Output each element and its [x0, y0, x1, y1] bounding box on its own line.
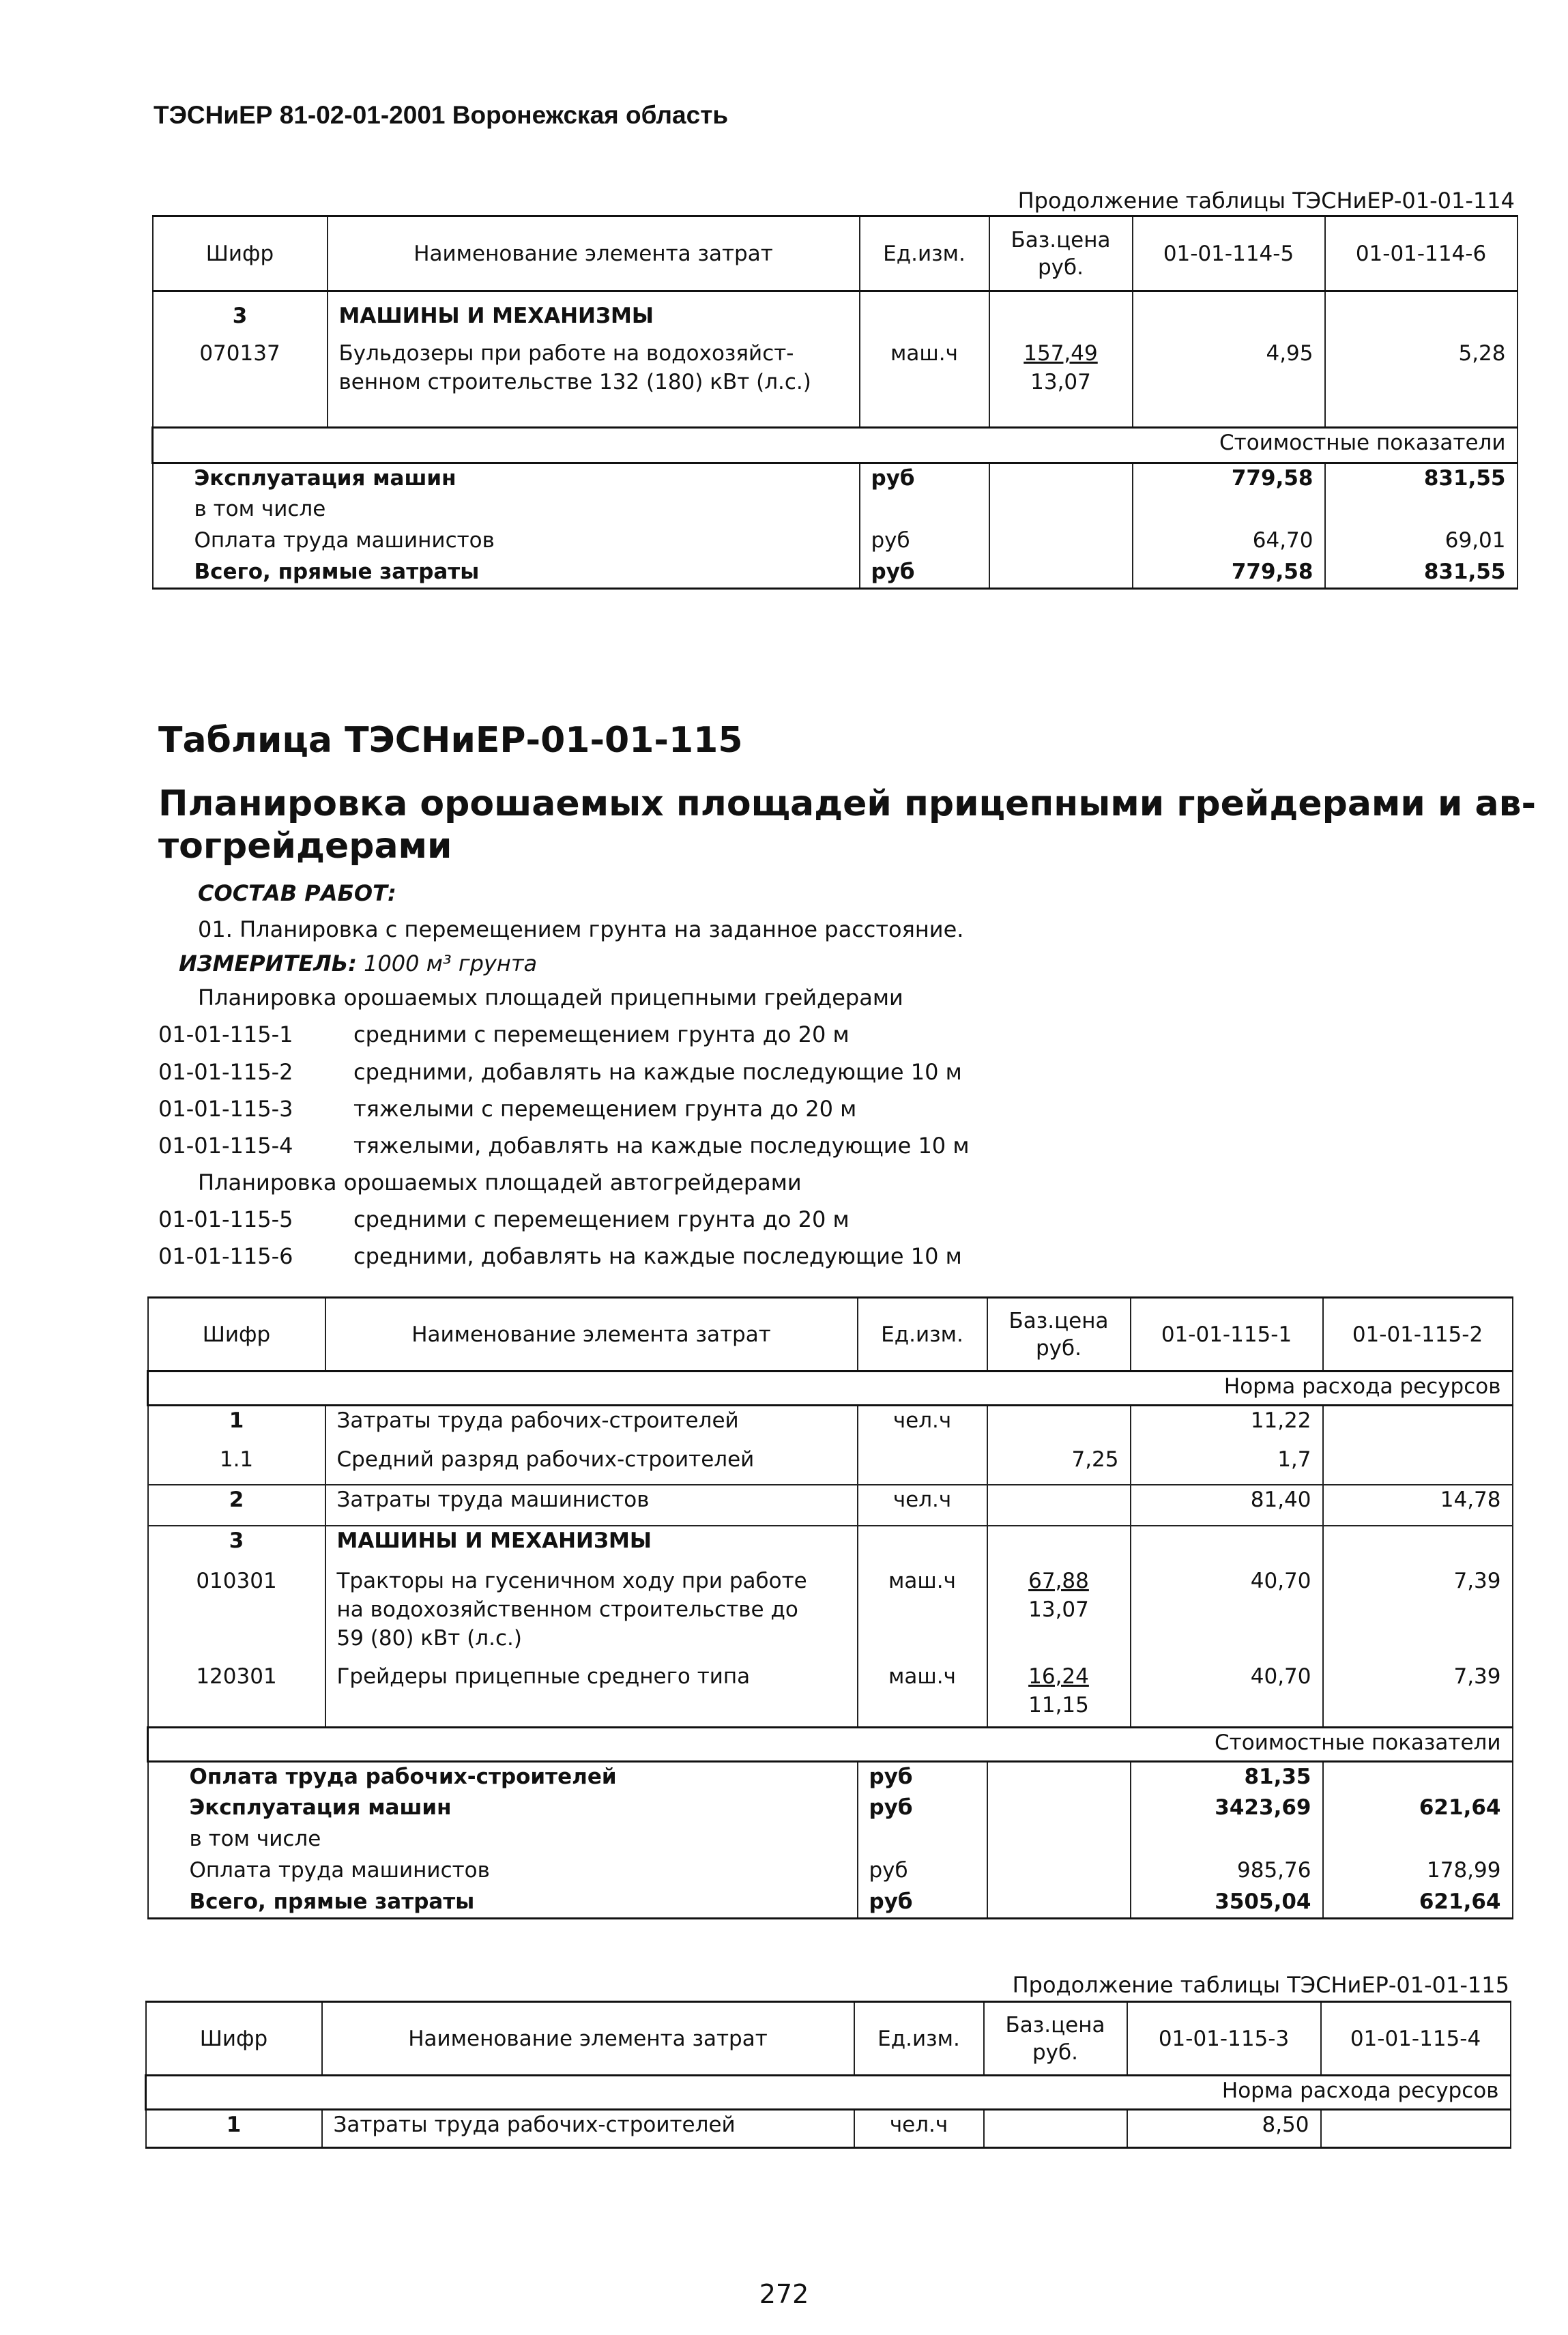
- cost-section-title: Стоимостные показатели: [153, 428, 1518, 463]
- table-row: 1 Затраты труда рабочих-строителей чел.ч 8,50: [146, 2110, 1511, 2148]
- continuation-label: Продолжение таблицы ТЭСНиЕР-01-01-115: [1012, 1972, 1509, 1998]
- item-text: средними с перемещением грунта до 20 м: [353, 1206, 850, 1232]
- table-row: 070137 Бульдозеры при работе на водохозяйст- венном строительстве 132 (180) кВт (л.с.) маш.ч 157,49 13,07 4,95 5,28: [153, 339, 1518, 428]
- table-row: 2 Затраты труда машинистов чел.ч 81,40 14,78: [148, 1485, 1513, 1526]
- table-115-continuation: [145, 2001, 1511, 2149]
- table-row: Оплата труда машинистов руб 985,76 178,99: [148, 1856, 1513, 1887]
- table-row: 120301 Грейдеры прицепные среднего типа маш.ч 16,24 11,15 40,70 7,39: [148, 1662, 1513, 1728]
- col-header-unit: Ед.изм.: [860, 216, 989, 291]
- col-header-code: Шифр: [153, 216, 328, 291]
- col-header-115-1: 01-01-115-1: [1131, 1298, 1323, 1372]
- item-code: 01-01-115-2: [158, 1059, 293, 1085]
- table-row: 010301 Тракторы на гусеничном ходу при работе на водохозяйственном строительстве до 59 (80) кВт (л.с.) маш.ч 67,88 13,07 40,70 7,39: [148, 1567, 1513, 1662]
- table-row: 1 Затраты труда рабочих-строителей чел.ч 11,22: [148, 1406, 1513, 1445]
- col-header-115-3: 01-01-115-3: [1127, 2002, 1321, 2076]
- group-heading-1: Планировка орошаемых площадей прицепными грейдерами: [198, 985, 903, 1011]
- item-code: 01-01-115-5: [158, 1206, 293, 1232]
- continuation-label: Продолжение таблицы ТЭСНиЕР-01-01-114: [1017, 188, 1515, 214]
- table-row: Эксплуатация машин руб 779,58 831,55: [153, 463, 1518, 495]
- item-code: 01-01-115-6: [158, 1243, 293, 1269]
- col-header-price: Баз.цена руб.: [989, 216, 1133, 291]
- table-row: в том числе: [153, 495, 1518, 526]
- table-row: Всего, прямые затраты руб 779,58 831,55: [153, 557, 1518, 589]
- item-text: тяжелыми, добавлять на каждые последующие 10 м: [353, 1133, 970, 1159]
- sostav-item: 01. Планировка с перемещением грунта на заданное расстояние.: [198, 916, 964, 942]
- item-code: 01-01-115-4: [158, 1133, 293, 1159]
- table-row: 3 МАШИНЫ И МЕХАНИЗМЫ: [153, 291, 1518, 339]
- izmeritel: ИЗМЕРИТЕЛЬ: 1000 м³ грунта: [179, 951, 538, 976]
- table-subtitle-line1: Планировка орошаемых площадей прицепными грейдерами и ав-: [158, 783, 1537, 824]
- col-header-115-2: 01-01-115-2: [1323, 1298, 1513, 1372]
- document-header: ТЭСНиЕР 81-02-01-2001 Воронежская область: [154, 101, 729, 129]
- item-text: средними, добавлять на каждые последующие 10 м: [353, 1059, 962, 1085]
- norm-section-title: Норма расхода ресурсов: [148, 1372, 1513, 1406]
- col-header-114-5: 01-01-114-5: [1133, 216, 1325, 291]
- col-header-unit: Ед.изм.: [858, 1298, 987, 1372]
- table-row: Оплата труда машинистов руб 64,70 69,01: [153, 526, 1518, 557]
- col-header-code: Шифр: [146, 2002, 322, 2076]
- table-subtitle-line2: тогрейдерами: [158, 826, 452, 867]
- col-header-code: Шифр: [148, 1298, 325, 1372]
- table-row: Всего, прямые затраты руб 3505,04 621,64: [148, 1887, 1513, 1919]
- table-title: Таблица ТЭСНиЕР-01-01-115: [158, 720, 743, 761]
- item-text: средними, добавлять на каждые последующие 10 м: [353, 1243, 962, 1269]
- col-header-unit: Ед.изм.: [854, 2002, 984, 2076]
- table-row: 3 МАШИНЫ И МЕХАНИЗМЫ: [148, 1526, 1513, 1567]
- page-number: 272: [759, 2279, 809, 2309]
- table-row: 1.1 Средний разряд рабочих-строителей 7,25 1,7: [148, 1445, 1513, 1485]
- col-header-price: Баз.цена руб.: [987, 1298, 1131, 1372]
- item-text: средними с перемещением грунта до 20 м: [353, 1021, 850, 1047]
- sostav-label: СОСТАВ РАБОТ:: [198, 880, 396, 906]
- table-114-continuation: [151, 215, 1518, 590]
- table-row: в том числе: [148, 1825, 1513, 1856]
- item-text: тяжелыми с перемещением грунта до 20 м: [353, 1096, 857, 1122]
- item-code: 01-01-115-3: [158, 1096, 293, 1122]
- item-code: 01-01-115-1: [158, 1021, 293, 1047]
- table-row: Эксплуатация машин руб 3423,69 621,64: [148, 1793, 1513, 1825]
- cost-section-title: Стоимостные показатели: [148, 1728, 1513, 1762]
- table-115: [147, 1296, 1513, 1919]
- col-header-price: Баз.цена руб.: [984, 2002, 1127, 2076]
- col-header-115-4: 01-01-115-4: [1321, 2002, 1511, 2076]
- table-row: Оплата труда рабочих-строителей руб 81,35: [148, 1762, 1513, 1793]
- col-header-name: Наименование элемента затрат: [322, 2002, 854, 2076]
- norm-section-title: Норма расхода ресурсов: [146, 2076, 1511, 2110]
- col-header-name: Наименование элемента затрат: [328, 216, 860, 291]
- col-header-114-6: 01-01-114-6: [1325, 216, 1518, 291]
- group-heading-2: Планировка орошаемых площадей автогрейдерами: [198, 1170, 802, 1195]
- col-header-name: Наименование элемента затрат: [325, 1298, 858, 1372]
